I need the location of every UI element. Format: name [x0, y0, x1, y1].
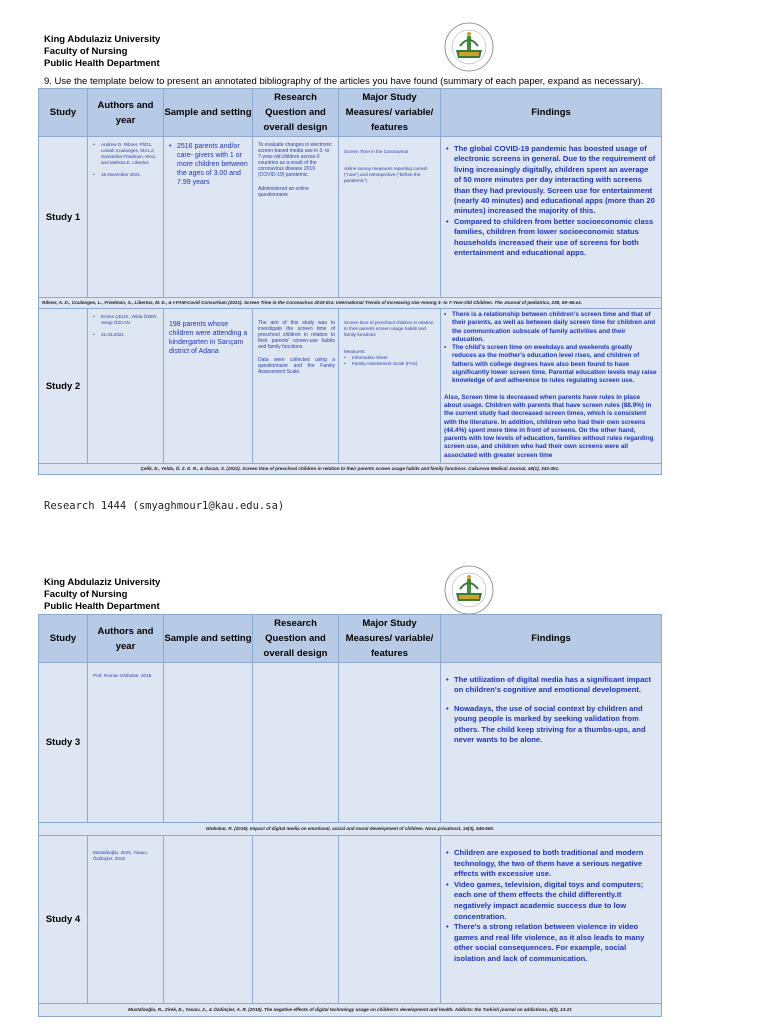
reference-text: Ribner, A. D., Coulanges, L., Friedman, S., Libertus, M. E., & I-FAM-Covid Consortium (2021). Screen Time in the Coronavirus 2019 Era: International Trends of Increasing Use Among 3- to 7-Year-Old Children. The Journal of pediatrics, 239, 59–66.e1. [39, 298, 662, 309]
table-header-row [39, 615, 662, 663]
measures-cell [339, 836, 441, 1004]
measures-title: Screen Time in the Coronavirus [344, 149, 409, 154]
authors-text: • Andrew D. Ribner, PhD1, Linsah Coulanges, MA1,2, Samantha Friedman, MA3, and Melissa E. Libertus [93, 142, 160, 166]
design-text: Administered an online questionnaire [258, 186, 309, 198]
faculty-name: Faculty of Nursing [44, 46, 128, 57]
measures-cell [339, 137, 441, 298]
findings-cell [441, 309, 662, 464]
finding-item: • Compared to children from better socioeconomic class families, children from lower socioeconomic status households increased their use of screens for both entertainment and educational apps. [446, 217, 657, 259]
findings-cell [441, 137, 662, 298]
measures-cell [339, 663, 441, 823]
authors-text: Prof. Roman Globokar, 2018 [93, 673, 152, 678]
col-header-question: Research Question and overall design [253, 89, 339, 137]
table-row [39, 663, 662, 823]
finding-item: • The global COVID-19 pandemic has boosted usage of electronic screens in general. Due to the requirement of living increasingly digitally, children spent an average of 50 more minutes per day interacting with screens than they had previously. Screen use for entertainment (nearly 40 minutes) and educational apps (more than 20 minutes) increased the majority of this. [446, 144, 657, 217]
reference-text: Mustafaoğlu, R., Zirek, E., Yasacı, Z., & Özdinçler, A. R. (2018). The negative effects of digital technology usage on children's development and health. Addicta: the Turkish journal on addictions, 5(2), 13-21 [39, 1004, 662, 1017]
bibliography-table-2 [38, 614, 662, 1017]
reference-row [39, 464, 662, 475]
table-header-row [39, 89, 662, 137]
institution-header [44, 577, 160, 613]
finding-item: • Nowadays, the use of social context by children and young people is marked by seeking validation from others. The child keep striving for a thumbs-ups, and never wants to be alone. [446, 704, 657, 746]
col-header-findings: Findings [441, 89, 662, 137]
question-cell [253, 836, 339, 1004]
page-2 [0, 565, 768, 1024]
table-row [39, 836, 662, 1004]
bibliography-table-1 [38, 88, 662, 475]
university-name: King Abdulaziz University [44, 34, 161, 45]
finding-paragraph: Also, Screen time is decreased when parents have rules in place about usage. Children with parents that have screen rules (88.9%) in the current study had decreased screen times, which is consistent with the literature. In addition, children who had their own screens (44.4%) spent more time in front of screens. On the other hand, parents with low levels of education, families without rules regarding screen use, and children who had their own screens were all associated with greater screen time [444, 393, 654, 459]
study-label: Study 2 [39, 309, 88, 464]
col-header-measures: Major Study Measures/ variable/ features [339, 89, 441, 137]
col-header-measures: Major Study Measures/ variable/ features [339, 615, 441, 663]
study-label: Study 1 [39, 137, 88, 298]
reference-text: Çelik, E., Yelda, Ö. Z. E. R., & Özcan, S. (2021). Screen time of preschool children in relation to their parents screen usage habits and family functions. Cukurova Medical Journal, 46(1), 343-351. [39, 464, 662, 475]
finding-item: • There is a relationship between children's screen time and that of their parents, as well as between daily screen time for children and the communication subscale of family activities and their education. [444, 311, 658, 344]
question-cell [253, 137, 339, 298]
sample-cell [164, 137, 253, 298]
finding-item: • There's a strong relation between violence in video games and real life violence, as it also leads to many other social consequences. For example, social isolation and lack of communication. [446, 922, 657, 964]
authors-cell [88, 137, 164, 298]
instruction-text: 9. Use the template below to present an annotated bibliography of the articles you have found (summary of each paper, expand as necessary). [44, 76, 644, 87]
authors-text: • Emine ÇELİK, Yelda ÖZER, Sevgi ÖZCAN [93, 314, 160, 326]
institution-header [44, 34, 160, 70]
findings-cell [441, 836, 662, 1004]
research-question: The aim of this study was to investigate the screen time of preschool children in relation to their parents' screen-use habits and family functions. [258, 320, 335, 350]
col-header-study: Study [39, 89, 88, 137]
col-header-findings: Findings [441, 615, 662, 663]
reference-row [39, 1004, 662, 1017]
sample-text: 198 parents whose children were attending a kindergarten in Sarıçam district of Adana [169, 321, 248, 355]
reference-row [39, 823, 662, 836]
question-cell [253, 309, 339, 464]
col-header-question: Research Question and overall design [253, 615, 339, 663]
col-header-sample: Sample and setting [164, 615, 253, 663]
authors-cell [88, 309, 164, 464]
reference-text: Globokar, R. (2018). Impact of digital media on emotional, social and moral development of children. Nova prisutnost, 16(3), 545-560. [39, 823, 662, 836]
finding-item: • Children are exposed to both traditional and modern technology, the two of them have a serious negative effects with excessive use. [446, 848, 657, 880]
finding-item: • The child's screen time on weekdays and weekends greatly reduces as the mother's education level rises, and children of fathers with college degrees have also been found to have significantly lower screen time. Parental education levels may raise knowledge of and adherence to rules regulating screen use. [444, 344, 658, 385]
findings-cell [441, 663, 662, 823]
table-row [39, 309, 662, 464]
study-label: Study 3 [39, 663, 88, 823]
university-name: King Abdulaziz University [44, 577, 161, 588]
department-name: Public Health Department [44, 58, 160, 69]
university-seal-icon [444, 22, 494, 72]
measures-cell [339, 309, 441, 464]
measures-label: Measures: [344, 349, 366, 354]
authors-cell [88, 663, 164, 823]
col-header-study: Study [39, 615, 88, 663]
authors-text: Mustafaoğlu, Zirek, Yasacı, Özdinçler, 2018 [93, 850, 149, 861]
department-name: Public Health Department [44, 601, 160, 612]
measures-text: online survey measures reporting current ("now") and retrospective ("before the pandemic") [344, 166, 428, 183]
measures-item: • Information sheet [344, 355, 437, 361]
publication-date: • 31.03.2021 [93, 332, 160, 338]
footer-text: Research 1444 (smyaghmour1@kau.edu.sa) [44, 500, 285, 512]
col-header-authors: Authors and year [88, 615, 164, 663]
sample-cell [164, 836, 253, 1004]
design-text: Data were collected using a questionnaire and the Family Assessment Scale. [258, 357, 335, 375]
research-question: To evaluate changes in electronic screen-based media use in 3- to 7-year-old children across 6 countries as a result of the coronavirus disease 2019 (COVID-19) pandemic. [258, 142, 332, 178]
authors-cell [88, 836, 164, 1004]
reference-row [39, 298, 662, 309]
sample-cell [164, 663, 253, 823]
sample-text: • 2516 parents and/or care- givers with 1 or more children between the ages of 3.00 and 7.99 years [169, 142, 249, 187]
university-seal-icon [444, 565, 494, 615]
finding-item: • The utilization of digital media has a significant impact on children's cognitive and emotional development. [446, 675, 657, 696]
col-header-sample: Sample and setting [164, 89, 253, 137]
faculty-name: Faculty of Nursing [44, 589, 128, 600]
table-row [39, 137, 662, 298]
study-label: Study 4 [39, 836, 88, 1004]
sample-cell [164, 309, 253, 464]
col-header-authors: Authors and year [88, 89, 164, 137]
question-cell [253, 663, 339, 823]
publication-date: • 15 November 2021. [93, 172, 160, 178]
measures-title: Screen time of preschool children in relation to their parents screen usage habits and family functions [344, 320, 434, 337]
finding-item: • Video games, television, digital toys and computers; each one of them effects the child differently.It negatively impact academic success due to low concentration. [446, 880, 657, 922]
measures-item: • Family Assessment Scale (FAS) [344, 361, 437, 367]
